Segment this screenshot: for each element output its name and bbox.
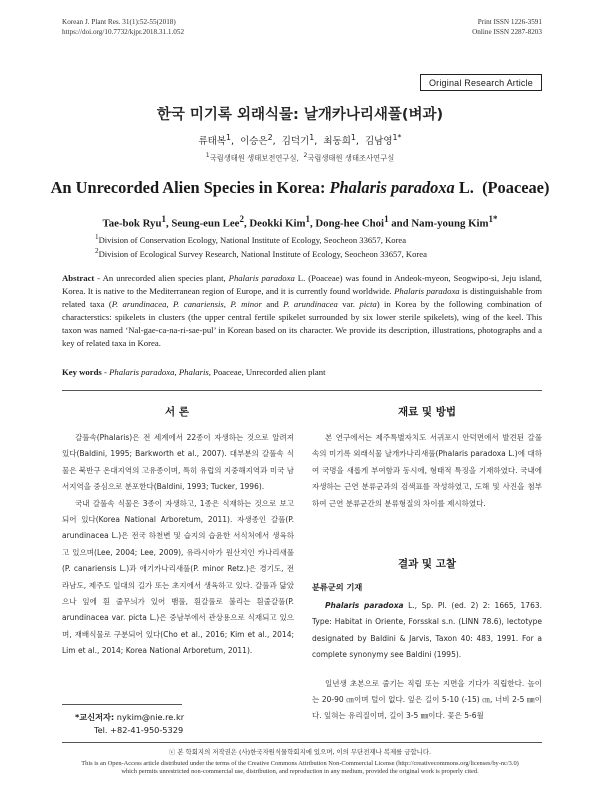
author-ko: 류태복 bbox=[198, 136, 227, 148]
abstract bbox=[62, 272, 542, 350]
keywords-sep: - bbox=[101, 367, 110, 377]
author-ko: 김덕기 bbox=[281, 136, 310, 148]
author-sup: 2 bbox=[239, 214, 244, 224]
abstract-italic: P. arundinacea bbox=[283, 299, 338, 309]
affil-sup: 1 bbox=[205, 152, 210, 159]
results-text bbox=[312, 598, 542, 725]
author-sep: , bbox=[309, 217, 316, 230]
affil-sup: 2 bbox=[95, 246, 99, 255]
affil-en-text: Division of Ecological Survey Research, National Institute of Ecology, Seocheon 33657, Korea bbox=[98, 248, 427, 259]
affil-en-text: Division of Conservation Ecology, National Institute of Ecology, Seocheon 33657, Korea bbox=[98, 234, 407, 245]
author-sup: 1* bbox=[392, 133, 402, 142]
abstract-italic: P. minor bbox=[230, 299, 262, 309]
author-en: Deokki Kim bbox=[249, 217, 306, 230]
author-sup: 1 bbox=[384, 214, 389, 224]
issn-header bbox=[472, 17, 542, 37]
abstract-text: ) in Korea by the following combination of characterstics: spikelets in clusters (the upper central fertile spikelet surrounded by six lower sterile spikelets), wing of the keel. This taxon was named ‘Nal-gae-ca-na-ri-sae-pul’ in Korean based on its character. We provide its description, illustrations, photographs and a key of related taxa in Korea. bbox=[62, 299, 543, 348]
affiliations-korean bbox=[0, 152, 600, 163]
keywords bbox=[62, 367, 542, 377]
title-en-author: L. bbox=[454, 178, 474, 197]
taxon-citation-text: L., Sp. Pl. (ed. 2) 2: 1665, 1763. Type: Habitat in Oriente, Forsskal s.n. (LINN 78.6), lectotype designated by Baldini & Jarvis, Taxon 40: 483, 1991. For a complete synonymy see Baldini (1995). bbox=[312, 601, 542, 660]
license-line-1: This is an Open-Access article distributed under the terms of the Creative Commons Attribution Non-Commercial License (http://creativecommons.org/licenses/by-nc/3.0) bbox=[81, 760, 519, 767]
section-divider bbox=[62, 390, 542, 391]
license-line-2: which permits unrestricted non-commercial use, distribution, and reproduction in any medium, provided the original work is properly cited. bbox=[121, 768, 479, 775]
methods-paragraph: 본 연구에서는 제주특별자치도 서귀포시 안덕면에서 발견된 갈풀속의 미기록 외래식물 날개카나리새풀(Phalaris paradoxa L.)에 대하여 국명을 새롭게 부여함과 동시에, 형태적 특징을 기재하였다. 국내에 자생하는 근연 분류군과의 검색표를 작성하였고, 도해 및 사진을 첨부하여 근연 분류군간의 분류형질의 차이를 제시하였다. bbox=[312, 433, 542, 508]
left-column-text bbox=[62, 430, 294, 660]
footer-divider bbox=[62, 742, 542, 743]
author-en: Nam-young Kim bbox=[411, 217, 489, 230]
author-ko: 이승은 bbox=[240, 136, 268, 148]
keyword-text: , bbox=[174, 367, 179, 377]
affil-sup: 1 bbox=[95, 233, 99, 241]
abstract-text: and bbox=[261, 299, 284, 309]
affil-sup: 2 bbox=[303, 152, 308, 159]
author-sup: 2 bbox=[267, 133, 273, 142]
affil-ko-2: 국립생태원 생태조사연구실 bbox=[307, 153, 395, 163]
corresponding-tel: Tel. +82-41-950-5329 bbox=[94, 725, 184, 735]
author-ko: 김남영 bbox=[364, 136, 393, 148]
subheading-description: 분류군의 기재 bbox=[312, 582, 363, 592]
methods-text bbox=[312, 430, 542, 512]
keyword-italic: Phalaris bbox=[178, 367, 209, 377]
title-english bbox=[0, 178, 600, 198]
author-sep: , bbox=[165, 217, 172, 230]
author-sup: 1 bbox=[309, 133, 315, 142]
abstract-text: , bbox=[223, 299, 231, 309]
journal-header bbox=[62, 17, 184, 37]
footnote-divider bbox=[62, 704, 182, 705]
abstract-italic: P. canariensis bbox=[172, 299, 224, 309]
heading-results: 결과 및 고찰 bbox=[397, 558, 457, 570]
author-ko: 최동희 bbox=[323, 136, 351, 148]
abstract-text: , bbox=[166, 299, 173, 309]
author-en: Dong-hee Choi bbox=[315, 217, 385, 230]
keywords-label: Key words bbox=[62, 367, 102, 377]
authors-english bbox=[0, 214, 600, 230]
author-sup: 1 bbox=[305, 214, 310, 224]
author-sep: , bbox=[243, 217, 250, 230]
corresponding-label: *교신저자: bbox=[75, 712, 115, 722]
keyword-italic: Phalaris paradoxa bbox=[109, 367, 175, 377]
corresponding-email[interactable]: nykim@nie.re.kr bbox=[114, 712, 185, 722]
title-korean: 한국 미기록 외래식물: 날개카나리새풀(벼과) bbox=[156, 107, 444, 123]
taxon-name: Phalaris paradoxa bbox=[325, 601, 404, 610]
title-en-family: (Poaceae) bbox=[482, 178, 550, 197]
abstract-label: Abstract bbox=[62, 273, 95, 283]
doi-link[interactable]: https://doi.org/10.7732/kjpr.2018.31.1.052 bbox=[62, 28, 185, 36]
abstract-italic: P. arundinacea bbox=[111, 299, 167, 309]
author-en: Seung-eun Lee bbox=[171, 217, 240, 230]
license-notice bbox=[0, 760, 600, 776]
abstract-italic: Phalaris paradoxa bbox=[394, 286, 460, 296]
affil-en-1 bbox=[95, 232, 515, 246]
article-type-label: Original Research Article bbox=[428, 78, 533, 88]
corresponding-author bbox=[75, 711, 184, 737]
abstract-text: var. bbox=[337, 299, 360, 309]
article-type-badge bbox=[420, 74, 542, 91]
author-sep: and bbox=[388, 217, 412, 230]
author-sup: 1 bbox=[161, 214, 166, 224]
author-en: Tae-bok Ryu bbox=[102, 217, 162, 230]
heading-methods: 재료 및 방법 bbox=[397, 406, 457, 418]
copyright-notice: ⓒ 본 학회지의 저작권은 (사)한국자원식물학회지에 있으며, 이의 무단전재나 복제를 금합니다. bbox=[168, 748, 432, 756]
abstract-italic: picta bbox=[359, 299, 377, 309]
affil-ko-1: 국립생태원 생태보전연구실, bbox=[209, 153, 299, 163]
journal-citation: Korean J. Plant Res. 31(1):52-55(2018) bbox=[62, 18, 176, 26]
title-en-pre: An Unrecorded Alien Species in Korea: bbox=[50, 178, 330, 197]
affil-en-2 bbox=[95, 246, 515, 260]
print-issn: Print ISSN 1226-3591 bbox=[477, 18, 542, 26]
corresponding-email-line bbox=[75, 711, 184, 724]
author-sup: 1* bbox=[488, 214, 498, 224]
online-issn: Online ISSN 2287-8203 bbox=[472, 28, 542, 36]
authors-korean: 류태복$^1$, 이승은$^2$, 김덕기$^1$, 최동희$^1$, 김남영$^{1*}$ bbox=[198, 133, 402, 148]
abstract-text: is distinguishable from related taxa ( bbox=[62, 286, 542, 309]
author-sup: 1 bbox=[226, 133, 232, 142]
abstract-text: - An unrecorded alien species plant, bbox=[94, 273, 229, 283]
affiliations-english bbox=[95, 232, 515, 260]
abstract-text: L. (Poaceae) was found in Andeok-myeon, Seogwipo-si, Jeju island, Korea. It is native to the Mediterranean region of Europe, and it is currently found worldwide. bbox=[62, 273, 542, 296]
taxon-citation bbox=[312, 598, 542, 664]
intro-paragraph-1: 갈풀속(Phalaris)은 전 세계에서 22종이 자생하는 것으로 알려져 있다(Baldini, 1995; Barkworth et al., 2007). 대부분의 갈풀속 식물은 북반구 온대지역의 고유종이며, 특히 유럽의 지중해지역과 미국 남서지역을 중심으로 분포한다(Baldini, 1993; Tucker, 1996). bbox=[62, 433, 294, 492]
abstract-italic: Phalaris paradoxa bbox=[228, 273, 295, 283]
keyword-text: , Poaceae, Unrecorded alien plant bbox=[208, 367, 326, 377]
description-paragraph: 일년생 초본으로 줄기는 직립 또는 지면을 기다가 직립한다. 높이는 20-90 ㎝이며 털이 없다. 잎은 길이 5-10 (-15) ㎝, 너비 2-5 ㎜이다. 잎혀는 유리질이며, 길이 3-5 ㎜이다. 꽃은 5-6월 bbox=[312, 678, 542, 721]
heading-introduction: 서 론 bbox=[165, 406, 189, 418]
title-en-species: Phalaris paradoxa bbox=[329, 178, 455, 197]
intro-paragraph-2: 국내 갈풀속 식물은 3종이 자생하고, 1종은 식재하는 것으로 보고되어 있다(Korea National Arboretum, 2011). 자생종인 갈풀(P. arundinacea L.)은 전국 하천변 및 습지의 습윤한 서식처에서 생육하고 있으며(Lee, 2004; Lee, 2009), 유라시아가 원산지인 카나리새풀(P. canariensis L.)과 애기카나리새풀(P. minor Retz.)은 경기도, 전라남도, 제주도 일대의 길가 또는 초지에서 생육하고 있다. 갈풀과 닮았으나 잎에 흰 줄무늬가 있어 뱀풀, 흰갈풀로 불리는 흰줄갈풀(P. arundinacea var. picta L.)은 중남부에서 관상용으로 식재되고 있으며, 재배식물로 구분되어 있다(Cho et al., 2016; Kim et al., 2014; Lim et al., 2014; Korea National Arboretum, 2011). bbox=[62, 498, 294, 656]
author-sup: 1 bbox=[350, 133, 356, 142]
